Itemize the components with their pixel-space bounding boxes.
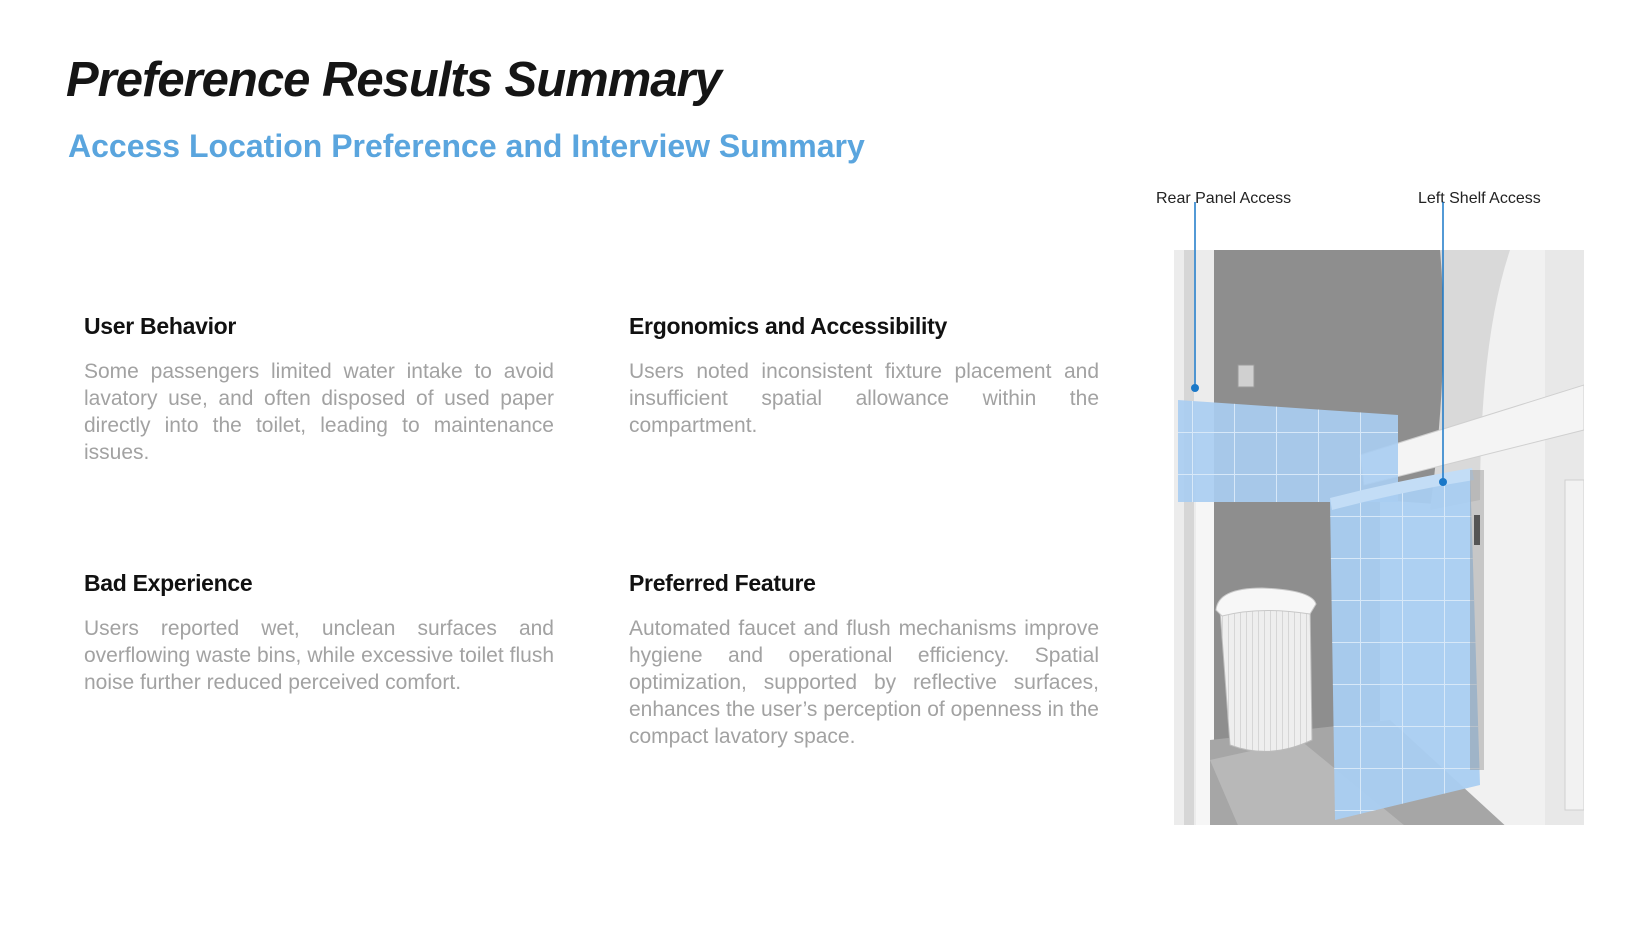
lavatory-figure xyxy=(1150,180,1610,830)
finding-body: Users noted inconsistent fixture placement and insufficient spatial allowance within the compartment. xyxy=(629,360,1099,437)
finding-heading: Bad Experience xyxy=(84,570,253,596)
callout-label-left-shelf: Left Shelf Access xyxy=(1418,190,1541,207)
finding-body: Some passengers limited water intake to avoid lavatory use, and often disposed of used paper directly into the toilet, leading to maintenance issues. xyxy=(84,360,554,464)
finding-body: Users reported wet, unclean surfaces and overflowing waste bins, while excessive toilet flush noise further reduced perceived comfort. xyxy=(84,617,554,694)
finding-heading: Ergonomics and Accessibility xyxy=(629,313,947,339)
photo-scene xyxy=(1174,250,1584,830)
finding-user-behavior xyxy=(84,313,554,466)
finding-body: Automated faucet and flush mechanisms improve hygiene and operational efficiency. Spatial optimization, supported by reflective surfaces, enhances the user’s perception of openness in the compact lavatory space. xyxy=(629,617,1099,748)
finding-bad-experience xyxy=(84,570,554,696)
page-subtitle: Access Location Preference and Interview Summary xyxy=(68,128,865,164)
callout-dot-left-shelf xyxy=(1439,478,1447,486)
callout-label-rear-panel: Rear Panel Access xyxy=(1156,190,1292,207)
waste-bin xyxy=(1220,592,1312,752)
callout-dot-rear-panel xyxy=(1191,384,1199,392)
lavatory-photo xyxy=(1150,180,1610,830)
finding-heading: User Behavior xyxy=(84,313,237,339)
finding-ergonomics xyxy=(629,313,1099,439)
page-title: Preference Results Summary xyxy=(66,53,721,107)
finding-preferred-feature xyxy=(629,570,1099,750)
finding-heading: Preferred Feature xyxy=(629,570,816,596)
